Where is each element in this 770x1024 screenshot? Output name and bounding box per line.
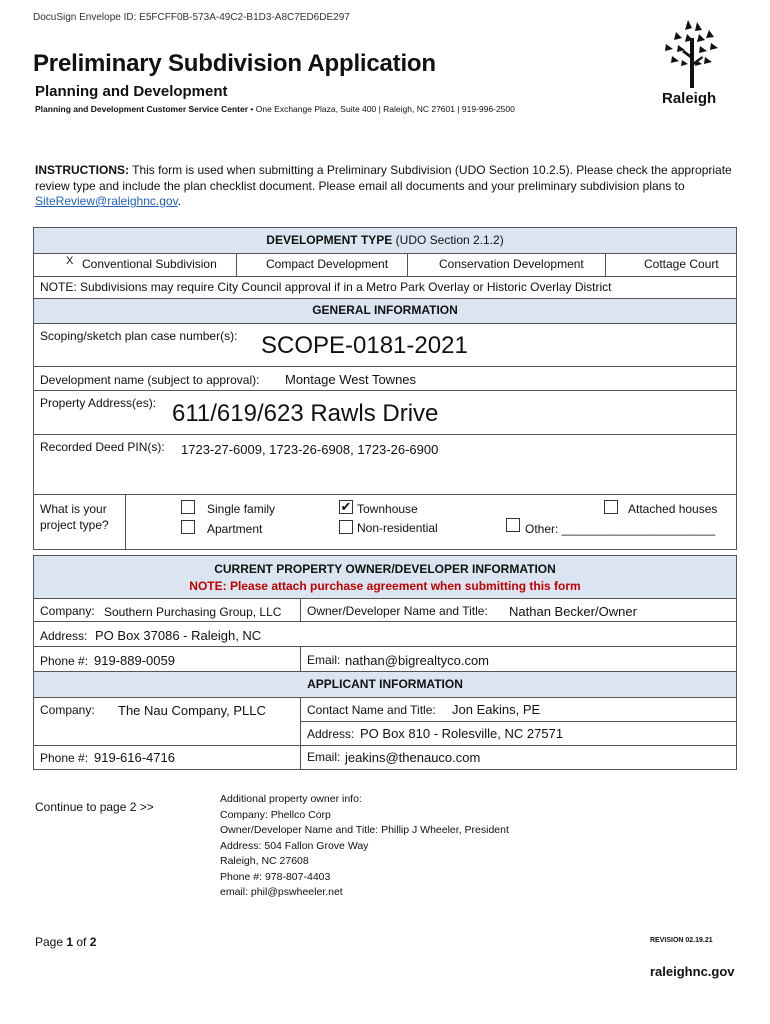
project-type-label-2: project type? <box>40 518 109 532</box>
development-type-title: DEVELOPMENT TYPE <box>266 233 393 247</box>
owner-company-label: Company: <box>40 604 95 618</box>
applicant-phone-label: Phone #: <box>40 751 89 765</box>
applicant-address-label: Address: <box>307 727 355 741</box>
development-note: NOTE: Subdivisions may require City Council approval if in a Metro Park Overlay or Historic Overlay District <box>40 280 612 294</box>
applicant-company-label: Company: <box>40 703 95 717</box>
site-review-email-link[interactable]: SiteReview@raleighnc.gov <box>35 194 178 208</box>
owner-phone-label: Phone #: <box>40 654 89 668</box>
page-number: Page 1 of 2 <box>35 935 97 949</box>
general-information-section <box>33 298 737 550</box>
property-address-label: Property Address(es): <box>40 396 157 410</box>
service-center-name: Planning and Development Customer Service Center <box>35 104 249 114</box>
option-conventional[interactable]: Conventional Subdivision <box>82 257 217 271</box>
owner-name-label: Owner/Developer Name and Title: <box>307 604 488 618</box>
development-type-header <box>34 228 736 253</box>
apartment-label: Apartment <box>207 522 263 536</box>
single-family-checkbox[interactable] <box>181 500 195 514</box>
development-type-udo: (UDO Section 2.1.2) <box>392 233 504 247</box>
owner-address-value[interactable]: PO Box 37086 - Raleigh, NC <box>95 628 262 643</box>
instructions-text: This form is used when submitting a Preliminary Subdivision (UDO Section 10.2.5). Please check the appropriate review type and include the plan checklist document. Please email all documents and your preliminary subdivision plans to <box>35 163 732 193</box>
additional-line: Owner/Developer Name and Title: Phillip J Wheeler, President <box>220 824 509 836</box>
development-type-section <box>33 227 737 299</box>
instructions-end: . <box>177 194 182 208</box>
owner-developer-section <box>33 555 737 672</box>
tree-icon <box>652 18 732 90</box>
instructions <box>35 163 737 210</box>
conventional-mark[interactable]: X <box>66 255 74 267</box>
page-title: Preliminary Subdivision Application <box>33 50 436 77</box>
additional-owner-info <box>220 792 509 901</box>
applicant-company-value[interactable]: The Nau Company, PLLC <box>118 703 266 718</box>
owner-address-label: Address: <box>40 629 88 643</box>
option-compact[interactable]: Compact Development <box>266 257 389 271</box>
service-center-line <box>35 104 515 114</box>
department-subtitle: Planning and Development <box>35 83 228 100</box>
instructions-lead: INSTRUCTIONS: <box>35 163 129 177</box>
other-checkbox[interactable] <box>506 518 520 532</box>
deed-pin-label: Recorded Deed PIN(s): <box>40 440 165 454</box>
additional-line: Phone #: 978-807-4403 <box>220 870 331 883</box>
owner-email-value[interactable]: nathan@bigrealtyco.com <box>345 653 489 668</box>
scoping-value[interactable]: SCOPE-0181-2021 <box>261 332 468 359</box>
revision-label: REVISION 02.19.21 <box>650 937 713 944</box>
owner-company-value[interactable]: Southern Purchasing Group, LLC <box>104 605 282 619</box>
owner-note: NOTE: Please attach purchase agreement when submitting this form <box>189 579 581 593</box>
additional-line: Company: Phellco Corp <box>220 808 331 821</box>
option-conservation[interactable]: Conservation Development <box>439 257 584 271</box>
additional-line: Raleigh, NC 27608 <box>220 855 309 867</box>
deed-pin-value[interactable]: 1723-27-6009, 1723-26-6908, 1723-26-6900 <box>181 442 439 457</box>
additional-line: email: phil@pswheeler.net <box>220 886 343 898</box>
service-center-address: • One Exchange Plaza, Suite 400 | Raleigh, NC 27601 | 919-996-2500 <box>248 104 515 114</box>
applicant-phone-value[interactable]: 919-616-4716 <box>94 750 175 765</box>
applicant-header: APPLICANT INFORMATION <box>34 672 736 697</box>
non-residential-checkbox[interactable] <box>339 520 353 534</box>
applicant-contact-label: Contact Name and Title: <box>307 703 436 717</box>
footer-site[interactable]: raleighnc.gov <box>650 964 735 979</box>
single-family-label: Single family <box>207 502 276 516</box>
additional-line: Additional property owner info: <box>220 793 362 805</box>
townhouse-checkbox[interactable]: ✔ <box>340 499 352 514</box>
owner-name-value[interactable]: Nathan Becker/Owner <box>509 604 637 619</box>
continue-to-page-2[interactable]: Continue to page 2 >> <box>35 800 154 814</box>
townhouse-label: Townhouse <box>357 502 418 516</box>
owner-phone-value[interactable]: 919-889-0059 <box>94 653 175 668</box>
applicant-address-value[interactable]: PO Box 810 - Rolesville, NC 27571 <box>360 726 564 741</box>
general-information-header: GENERAL INFORMATION <box>34 299 736 323</box>
owner-header: CURRENT PROPERTY OWNER/DEVELOPER INFORMATION <box>214 562 556 576</box>
project-type-label-1: What is your <box>40 502 107 516</box>
attached-houses-label: Attached houses <box>628 502 718 516</box>
property-address-value[interactable]: 611/619/623 Rawls Drive <box>172 400 439 427</box>
development-name-label: Development name (subject to approval): <box>40 373 260 387</box>
raleigh-logo <box>652 18 732 113</box>
applicant-email-label: Email: <box>307 750 341 764</box>
apartment-checkbox[interactable] <box>181 520 195 534</box>
applicant-contact-value[interactable]: Jon Eakins, PE <box>452 702 541 717</box>
envelope-id: DocuSign Envelope ID: E5FCFF0B-573A-49C2-B1D3-A8C7ED6DE297 <box>33 12 350 23</box>
development-name-value[interactable]: Montage West Townes <box>285 372 417 387</box>
additional-line: Address: 504 Fallon Grove Way <box>220 839 369 852</box>
non-residential-label: Non-residential <box>357 521 438 535</box>
logo-text: Raleigh <box>662 90 717 107</box>
applicant-section <box>33 671 737 770</box>
owner-email-label: Email: <box>307 653 341 667</box>
option-cottage-court[interactable]: Cottage Court <box>644 257 719 271</box>
other-label[interactable]: Other: _______________________ <box>525 522 716 536</box>
owner-header-band <box>34 556 736 598</box>
applicant-email-value[interactable]: jeakins@thenauco.com <box>345 750 481 765</box>
attached-houses-checkbox[interactable] <box>604 500 618 514</box>
scoping-label: Scoping/sketch plan case number(s): <box>40 329 238 343</box>
